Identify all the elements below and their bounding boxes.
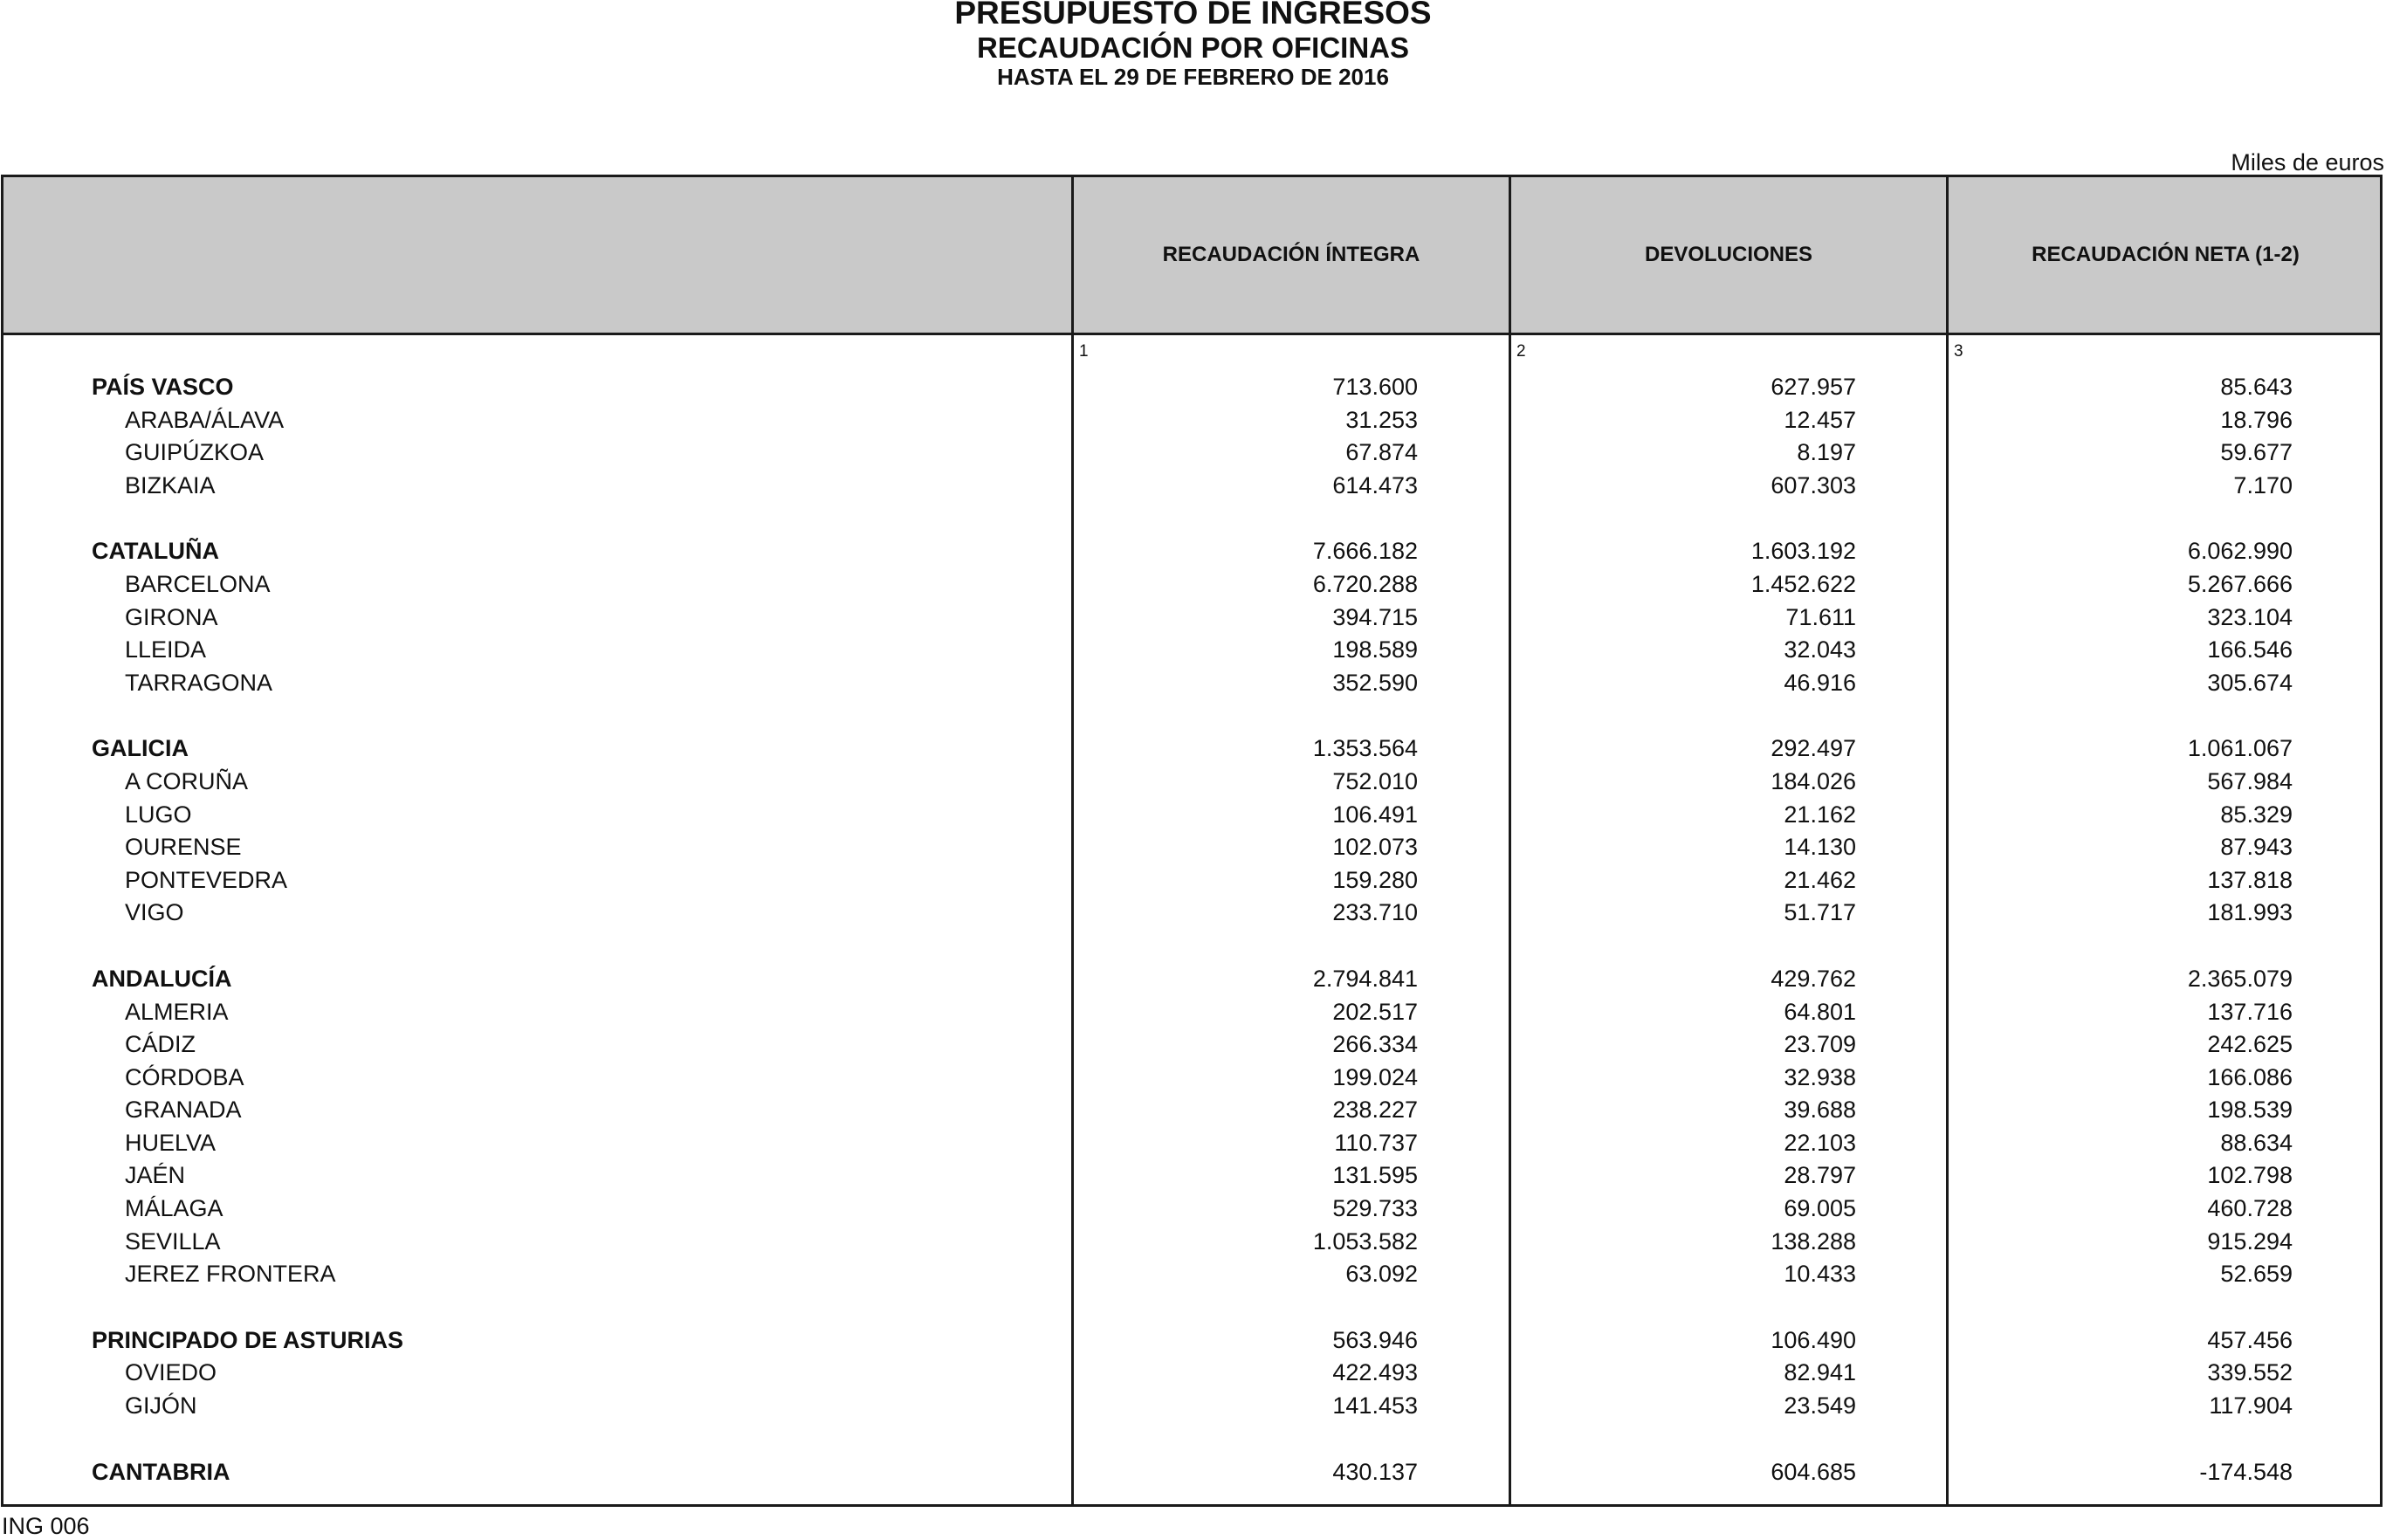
row-name: ANDALUCÍA xyxy=(92,965,232,992)
refunds-value: 627.957 xyxy=(1771,374,1856,400)
row-name: PONTEVEDRA xyxy=(125,866,288,893)
table-row-office xyxy=(3,667,2380,700)
refunds-value: 1.603.192 xyxy=(1750,538,1856,565)
column-header-gross: RECAUDACIÓN ÍNTEGRA xyxy=(1162,243,1420,266)
units-label: Miles de euros xyxy=(2231,149,2384,175)
net-value: 5.267.666 xyxy=(2187,570,2293,597)
refunds-value: 106.490 xyxy=(1771,1326,1856,1353)
gross-value: 430.137 xyxy=(1332,1458,1418,1485)
column-number: 2 xyxy=(1516,342,1526,361)
table-header xyxy=(3,177,2380,335)
refunds-value: 22.103 xyxy=(1784,1129,1856,1156)
gross-value: 529.733 xyxy=(1332,1195,1418,1222)
table-row-region xyxy=(3,1456,2380,1489)
row-name: MÁLAGA xyxy=(125,1195,223,1222)
net-value: 117.904 xyxy=(2209,1392,2293,1420)
refunds-value: 32.043 xyxy=(1784,636,1856,663)
net-value: 567.984 xyxy=(2207,767,2293,794)
table-row-office xyxy=(3,404,2380,437)
refunds-value: 71.611 xyxy=(1785,603,1856,630)
net-value: 460.728 xyxy=(2207,1195,2293,1222)
row-name: ARABA/ÁLAVA xyxy=(125,406,285,433)
row-name: GIRONA xyxy=(125,603,218,630)
row-name: GRANADA xyxy=(125,1097,242,1124)
table-row-office xyxy=(3,897,2380,930)
net-value: 181.993 xyxy=(2207,899,2293,926)
net-value: 242.625 xyxy=(2207,1031,2293,1058)
row-name: ALMERIA xyxy=(125,998,229,1025)
refunds-value: 12.457 xyxy=(1784,406,1856,433)
refunds-value: 21.162 xyxy=(1784,801,1856,828)
refunds-value: 1.452.622 xyxy=(1750,570,1856,597)
table-row-region xyxy=(3,535,2380,568)
gross-value: 394.715 xyxy=(1332,603,1418,630)
refunds-value: 82.941 xyxy=(1784,1359,1856,1386)
row-name: JAÉN xyxy=(125,1162,186,1189)
row-name: HUELVA xyxy=(125,1129,217,1156)
refunds-value: 184.026 xyxy=(1771,767,1856,794)
row-name: TARRAGONA xyxy=(125,669,273,696)
row-name: BARCELONA xyxy=(125,570,271,597)
gross-value: 159.280 xyxy=(1332,866,1418,893)
gross-value: 2.794.841 xyxy=(1312,965,1418,992)
row-name: GIJÓN xyxy=(125,1392,197,1420)
refunds-value: 8.197 xyxy=(1797,439,1856,466)
gross-value: 102.073 xyxy=(1332,834,1418,861)
table-row-office xyxy=(3,1226,2380,1259)
net-value: 6.062.990 xyxy=(2187,538,2293,565)
table-row-region xyxy=(3,371,2380,404)
gross-value: 199.024 xyxy=(1332,1063,1418,1090)
refunds-value: 607.303 xyxy=(1771,471,1856,498)
refunds-value: 604.685 xyxy=(1771,1458,1856,1485)
column-number: 3 xyxy=(1954,342,1963,361)
refunds-value: 39.688 xyxy=(1784,1097,1856,1124)
report-subtitle: RECAUDACIÓN POR OFICINAS xyxy=(976,31,1410,64)
net-value: 137.818 xyxy=(2207,866,2293,893)
table-row-office xyxy=(3,634,2380,667)
refunds-value: 138.288 xyxy=(1771,1227,1856,1255)
refunds-value: 23.549 xyxy=(1784,1392,1856,1420)
net-value: 18.796 xyxy=(2220,406,2293,433)
net-value: 1.061.067 xyxy=(2187,735,2293,762)
row-name: CANTABRIA xyxy=(92,1458,230,1485)
net-value: 457.456 xyxy=(2207,1326,2293,1353)
gross-value: 713.600 xyxy=(1332,374,1418,400)
net-value: 88.634 xyxy=(2220,1129,2293,1156)
row-name: A CORUÑA xyxy=(125,767,249,794)
net-value: 166.086 xyxy=(2207,1063,2293,1090)
table-row-office xyxy=(3,1258,2380,1291)
column-header-refunds: DEVOLUCIONES xyxy=(1644,243,1813,266)
gross-value: 6.720.288 xyxy=(1312,570,1418,597)
row-name: OURENSE xyxy=(125,834,242,861)
table-row-office xyxy=(3,568,2380,602)
table-row-office xyxy=(3,437,2380,470)
gross-value: 266.334 xyxy=(1332,1031,1418,1058)
net-value: 323.104 xyxy=(2207,603,2293,630)
table-row-office xyxy=(3,766,2380,799)
refunds-value: 292.497 xyxy=(1771,735,1856,762)
net-value: 339.552 xyxy=(2207,1359,2293,1386)
gross-value: 31.253 xyxy=(1345,406,1418,433)
column-number: 1 xyxy=(1079,342,1089,361)
net-value: 52.659 xyxy=(2220,1261,2293,1288)
refunds-value: 46.916 xyxy=(1784,669,1856,696)
table-row-office xyxy=(3,1193,2380,1226)
table-row-region xyxy=(3,1324,2380,1358)
row-name: SEVILLA xyxy=(125,1227,221,1255)
net-value: 85.329 xyxy=(2220,801,2293,828)
table-row-office xyxy=(3,470,2380,503)
refunds-value: 10.433 xyxy=(1784,1261,1856,1288)
table-row-office xyxy=(3,1062,2380,1095)
net-value: -174.548 xyxy=(2199,1458,2293,1485)
gross-value: 131.595 xyxy=(1332,1162,1418,1189)
gross-value: 1.053.582 xyxy=(1312,1227,1418,1255)
table-row-office xyxy=(3,799,2380,832)
table-row-office xyxy=(3,1028,2380,1062)
row-name: VIGO xyxy=(125,899,184,926)
net-value: 305.674 xyxy=(2207,669,2293,696)
row-name: OVIEDO xyxy=(125,1359,217,1386)
gross-value: 422.493 xyxy=(1332,1359,1418,1386)
gross-value: 1.353.564 xyxy=(1312,735,1418,762)
refunds-value: 28.797 xyxy=(1784,1162,1856,1189)
report-date: HASTA EL 29 DE FEBRERO DE 2016 xyxy=(997,64,1389,90)
gross-value: 198.589 xyxy=(1332,636,1418,663)
net-value: 915.294 xyxy=(2207,1227,2293,1255)
gross-value: 202.517 xyxy=(1332,998,1418,1025)
table-row-office xyxy=(3,1159,2380,1193)
refunds-value: 21.462 xyxy=(1784,866,1856,893)
table-row-office xyxy=(3,1094,2380,1127)
gross-value: 110.737 xyxy=(1334,1129,1418,1156)
gross-value: 67.874 xyxy=(1345,439,1418,466)
report-title: PRESUPUESTO DE INGRESOS xyxy=(954,0,1432,31)
net-value: 2.365.079 xyxy=(2187,965,2293,992)
refunds-value: 14.130 xyxy=(1784,834,1856,861)
row-name: JEREZ FRONTERA xyxy=(125,1261,336,1288)
row-name: PRINCIPADO DE ASTURIAS xyxy=(92,1326,404,1353)
gross-value: 563.946 xyxy=(1332,1326,1418,1353)
gross-value: 352.590 xyxy=(1332,669,1418,696)
gross-value: 7.666.182 xyxy=(1312,538,1418,565)
row-name: CÁDIZ xyxy=(125,1031,196,1058)
refunds-value: 32.938 xyxy=(1784,1063,1856,1090)
gross-value: 141.453 xyxy=(1332,1392,1418,1420)
row-name: CÓRDOBA xyxy=(125,1063,244,1090)
net-value: 198.539 xyxy=(2207,1097,2293,1124)
refunds-value: 51.717 xyxy=(1784,899,1856,926)
table-row-office xyxy=(3,1357,2380,1390)
net-value: 59.677 xyxy=(2220,439,2293,466)
revenue-table xyxy=(1,175,2383,1507)
refunds-value: 23.709 xyxy=(1784,1031,1856,1058)
row-name: GALICIA xyxy=(92,735,189,762)
net-value: 137.716 xyxy=(2207,998,2293,1025)
table-row-office xyxy=(3,1390,2380,1423)
table-row-region xyxy=(3,732,2380,766)
refunds-value: 64.801 xyxy=(1784,998,1856,1025)
net-value: 7.170 xyxy=(2233,471,2293,498)
row-name: LUGO xyxy=(125,801,192,828)
column-header-net: RECAUDACIÓN NETA (1-2) xyxy=(2032,243,2300,266)
row-name: BIZKAIA xyxy=(125,471,216,498)
table-row-office xyxy=(3,602,2380,635)
table-row-office xyxy=(3,864,2380,897)
net-value: 85.643 xyxy=(2220,374,2293,400)
gross-value: 233.710 xyxy=(1332,899,1418,926)
row-name: CATALUÑA xyxy=(92,538,219,565)
refunds-value: 429.762 xyxy=(1771,965,1856,992)
table-row-office xyxy=(3,1127,2380,1160)
net-value: 166.546 xyxy=(2207,636,2293,663)
row-name: LLEIDA xyxy=(125,636,207,663)
row-name: GUIPÚZKOA xyxy=(125,439,265,466)
table-row-office xyxy=(3,831,2380,864)
refunds-value: 69.005 xyxy=(1784,1195,1856,1222)
table-row-office xyxy=(3,996,2380,1029)
table-body xyxy=(3,371,2380,1488)
gross-value: 614.473 xyxy=(1332,471,1418,498)
row-name: PAÍS VASCO xyxy=(92,374,234,400)
gross-value: 752.010 xyxy=(1332,767,1418,794)
footer-code: ING 006 xyxy=(2,1513,90,1539)
gross-value: 106.491 xyxy=(1332,801,1418,828)
net-value: 87.943 xyxy=(2220,834,2293,861)
gross-value: 238.227 xyxy=(1332,1097,1418,1124)
net-value: 102.798 xyxy=(2207,1162,2293,1189)
table-row-region xyxy=(3,963,2380,996)
gross-value: 63.092 xyxy=(1345,1261,1418,1288)
